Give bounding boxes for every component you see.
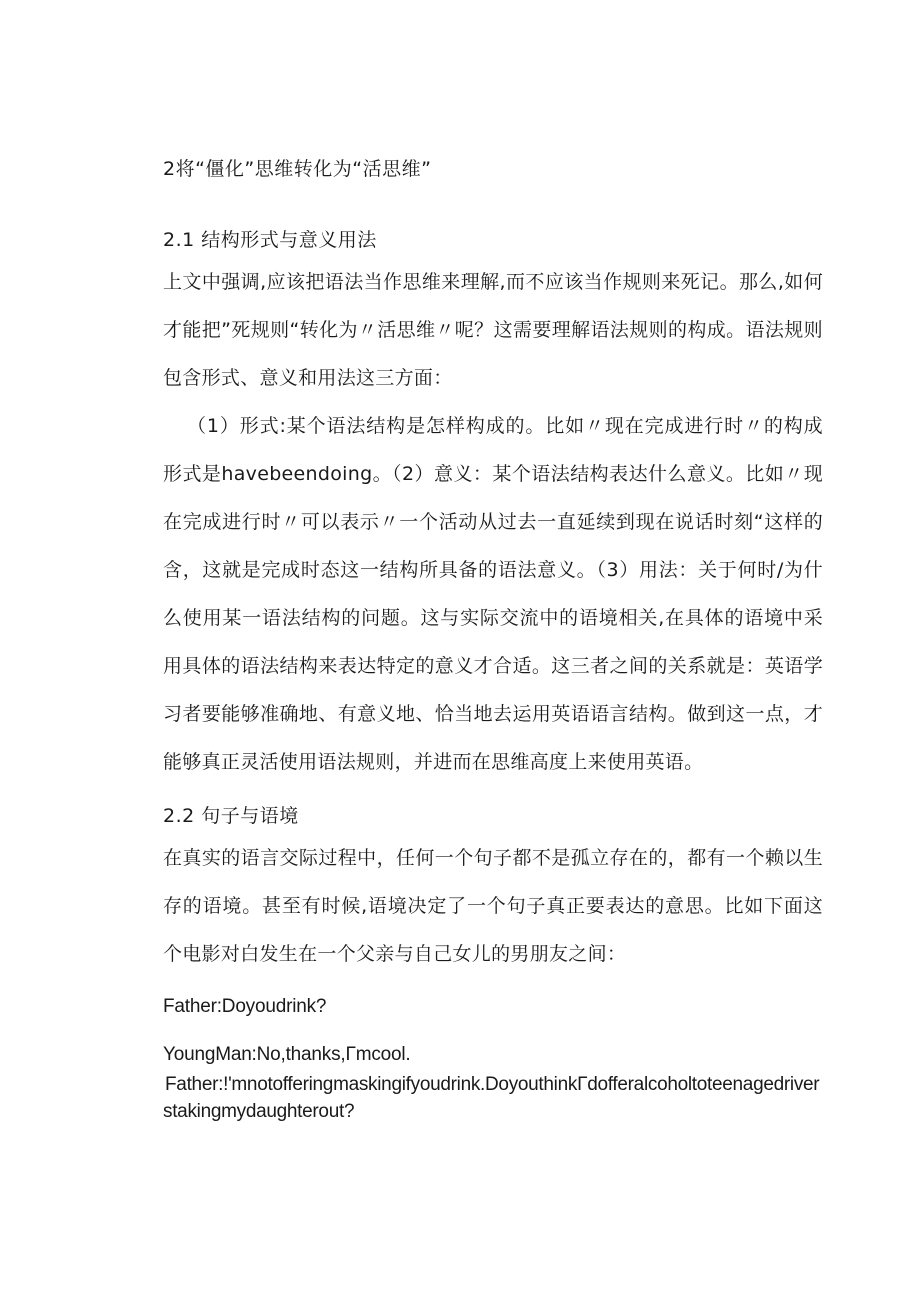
subsection-heading-2-2: 2.2 句子与语境 (163, 805, 299, 827)
subsection-heading-2-1: 2.1 结构形式与意义用法 (163, 229, 377, 251)
dialog-line-young-man: YoungMan:No,thanks,Γmcool. (163, 1044, 411, 1065)
section-heading: 2将“僵化”思维转化为“活思维” (163, 158, 432, 180)
paragraph-intro: 上文中强调,应该把语法当作思维来理解,而不应该当作规则来死记。那么,如何才能把”死规则“转化为〃活思维〃呢？这需要理解语法规则的构成。语法规则包含形式、意义和用法这三方面： (163, 271, 823, 389)
dialog-line-father-2: Father:!'mnotofferingmaskingifyoudrink.DoyouthinkΓdofferalcoholtoteenagedriverstakingmydaughterout? (163, 1074, 820, 1122)
paragraph-form-meaning-use: （1）形式:某个语法结构是怎样构成的。比如〃现在完成进行时〃的构成形式是havebeendoing。（2）意义：某个语法结构表达什么意义。比如〃现在完成进行时〃可以表示〃一个活动从过去一直延续到现在说话时刻“这样的含，这就是完成时态这一结构所具备的语法意义。（3）用法：关于何时/为什么使用某一语法结构的问题。这与实际交流中的语境相关,在具体的语境中采用具体的语法结构来表达特定的意义才合适。这三者之间的关系就是：英语学习者要能够准确地、有意义地、恰当地去运用英语语言结构。做到这一点，才能够真正灵活使用语法规则，并进而在思维高度上来使用英语。 (163, 415, 823, 773)
dialog-line-father-1: Father:Doyoudrink? (163, 996, 327, 1017)
paragraph-context: 在真实的语言交际过程中，任何一个句子都不是孤立存在的，都有一个赖以生存的语境。甚至有时候,语境决定了一个句子真正要表达的意思。比如下面这个电影对白发生在一个父亲与自己女儿的男朋友之间： (163, 847, 823, 965)
